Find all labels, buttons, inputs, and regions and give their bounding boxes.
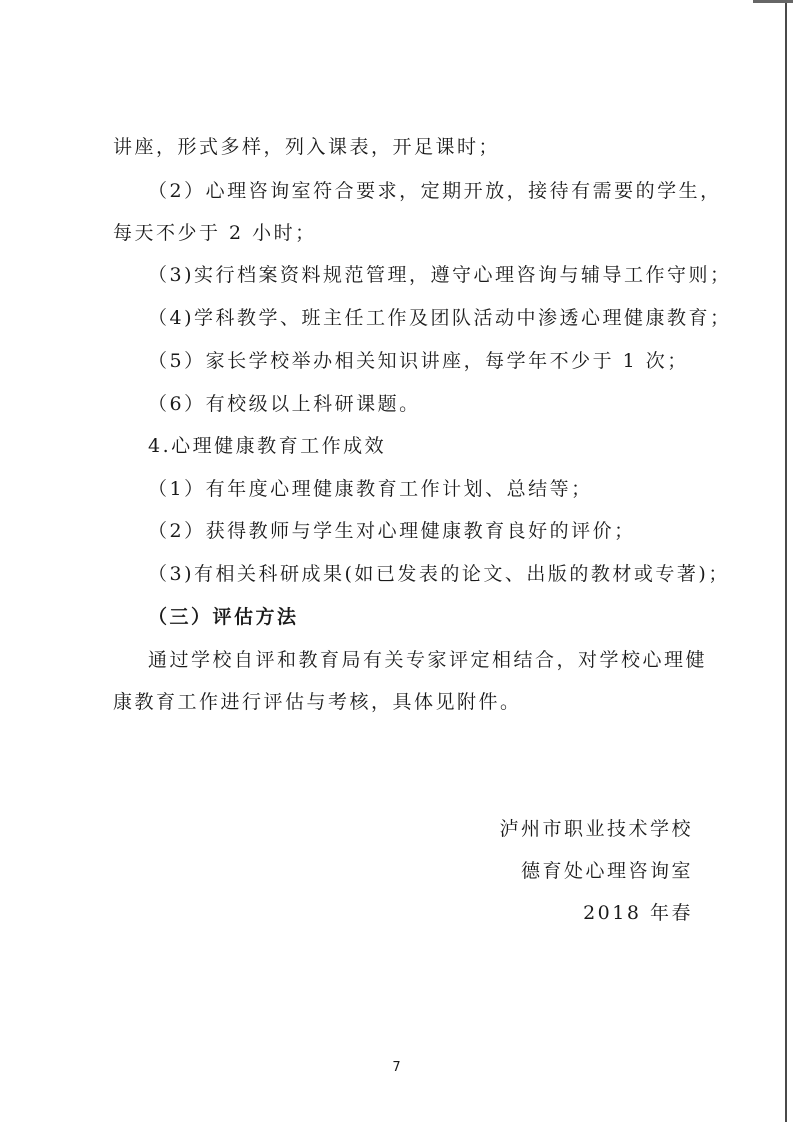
signature-department: 德育处心理咨询室 bbox=[520, 860, 693, 882]
signature-date: 2018 年春 bbox=[583, 902, 693, 924]
section-heading: （三）评估方法 bbox=[148, 606, 299, 628]
body-line: 康教育工作进行评估与考核，具体见附件。 bbox=[113, 691, 522, 713]
body-line: （5）家长学校举办相关知识讲座，每学年不少于 1 次； bbox=[148, 350, 689, 372]
body-line: （2）心理咨询室符合要求，定期开放，接待有需要的学生， bbox=[148, 180, 722, 202]
body-line: （3)实行档案资料规范管理，遵守心理咨询与辅导工作守则； bbox=[148, 264, 732, 286]
section-subtitle: 4.心理健康教育工作成效 bbox=[148, 435, 387, 457]
body-line: （6）有校级以上科研课题。 bbox=[148, 393, 421, 415]
scan-page-edge bbox=[785, 0, 787, 1122]
scan-page-edge-top bbox=[753, 0, 793, 3]
body-line: 通过学校自评和教育局有关专家评定相结合，对学校心理健 bbox=[148, 649, 708, 671]
page-number: 7 bbox=[392, 1060, 401, 1075]
signature-school: 泸州市职业技术学校 bbox=[499, 818, 693, 840]
body-line: （1）有年度心理健康教育工作计划、总结等； bbox=[148, 478, 593, 500]
body-line: （2）获得教师与学生对心理健康教育良好的评价； bbox=[148, 520, 636, 542]
body-line: （3)有相关科研成果(如已发表的论文、出版的教材或专著)； bbox=[148, 563, 730, 585]
body-line: 每天不少于 2 小时； bbox=[113, 222, 317, 244]
body-line: 讲座，形式多样，列入课表，开足课时； bbox=[113, 136, 501, 158]
body-line: （4)学科教学、班主任工作及团队活动中渗透心理健康教育； bbox=[148, 307, 732, 329]
